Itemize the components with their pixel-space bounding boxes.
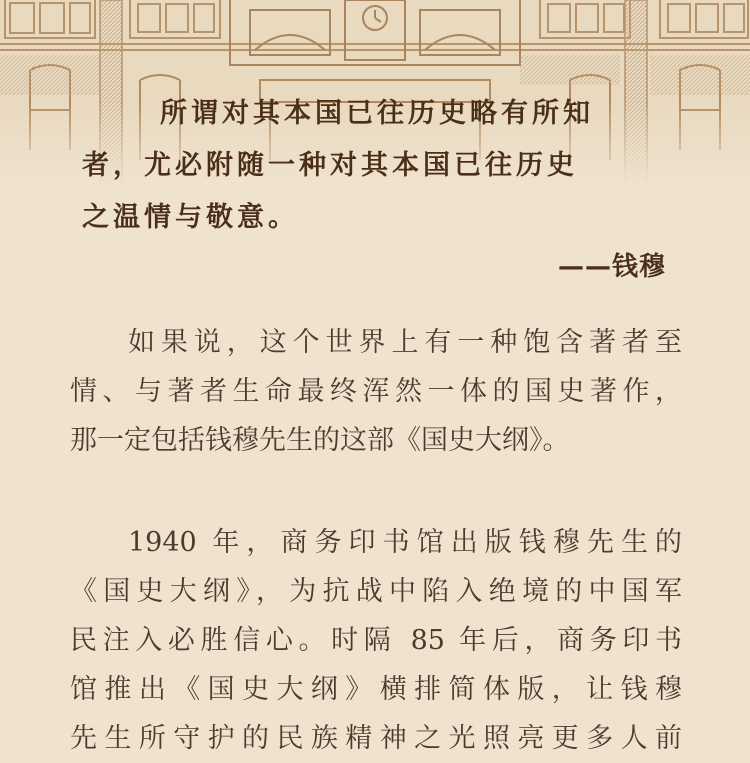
paragraph-line: 先生所守护的民族精神之光照亮更多人前 [70, 723, 682, 754]
paragraph-line: 1940 年，商务印书馆出版钱穆先生的 [128, 527, 682, 558]
paragraph-line: 如果说，这个世界上有一种饱含著者至 [128, 327, 682, 358]
body-paragraph [70, 518, 682, 763]
body-paragraph [70, 318, 682, 465]
paragraph-line: 馆推出《国史大纲》横排简体版，让钱穆 [70, 674, 682, 705]
paragraph-line: 情、与著者生命最终浑然一体的国史著作， [70, 376, 682, 407]
paragraph-line: 《国史大纲》，为抗战中陷入绝境的中国军 [70, 576, 682, 607]
quote-attribution: ——钱穆 [557, 252, 666, 282]
epigraph-quote [82, 88, 682, 244]
quote-line: 所谓对其本国已往历史略有所知 [160, 98, 594, 129]
paragraph-line: 民注入必胜信心。时隔 85 年后，商务印书 [70, 625, 682, 656]
quote-line: 之温情与敬意。 [82, 202, 299, 233]
quote-line: 者，尤必附随一种对其本国已往历史 [82, 150, 578, 181]
paragraph-line: 那一定包括钱穆先生的这部《国史大纲》。 [70, 425, 570, 456]
